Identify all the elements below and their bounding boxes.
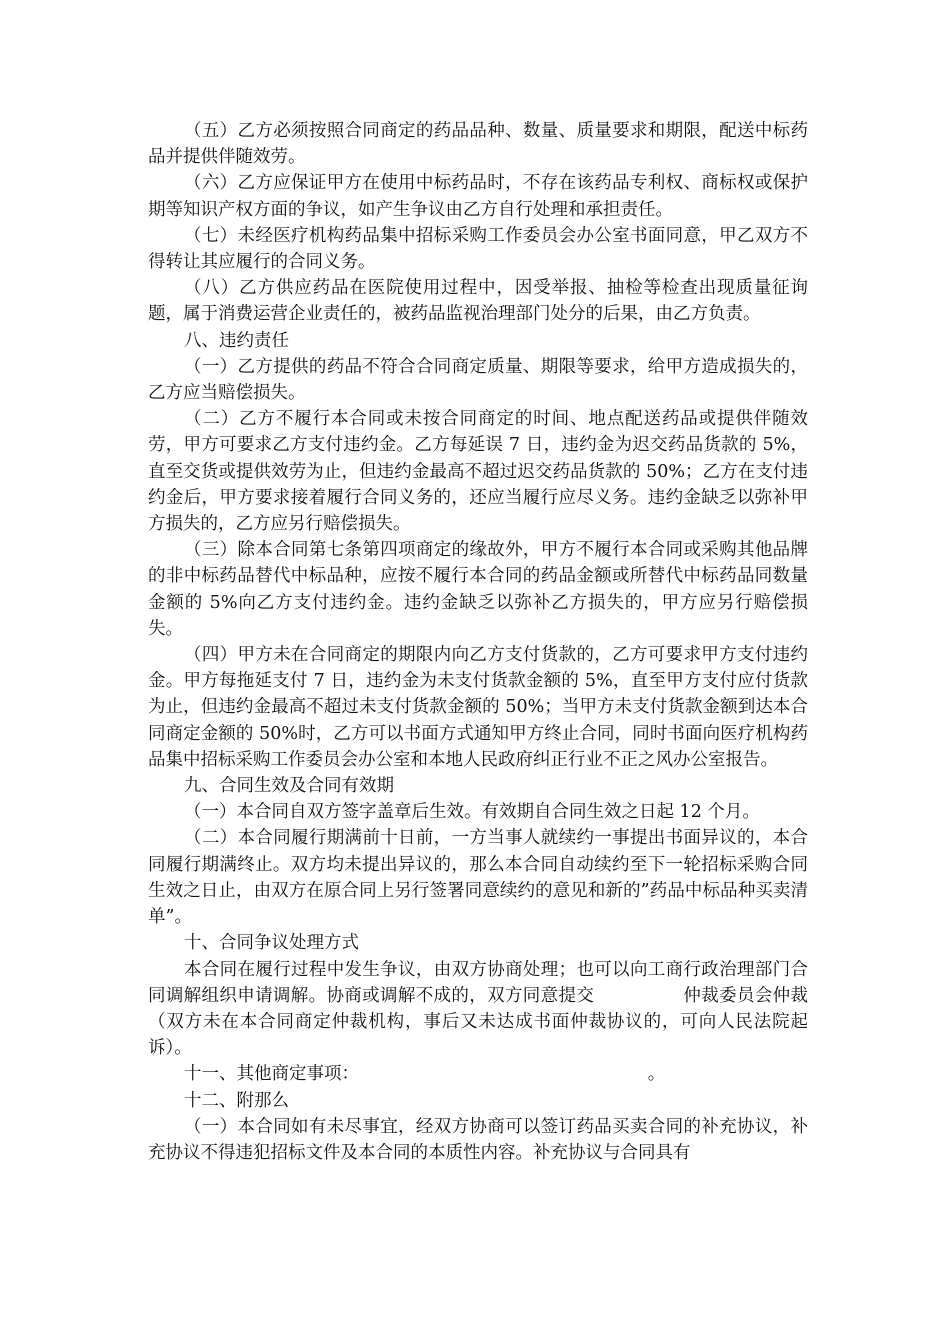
document-body [148,118,808,1166]
supplementary-clause-1: （一）本合同如有未尽事宜，经双方协商可以签订药品买卖合同的补充协议，补充协议不得违犯招标文件及本合同的本质性内容。补充协议与合同具有 [148,1116,808,1163]
dispute-paragraph: 本合同在履行过程中发生争议，由双方协商处理；也可以向工商行政治理部门合同调解组织申请调解。协商或调解不成的，双方同意提交 仲裁委员会仲裁（双方未在本合同商定仲裁机构，事后又未达成书面仲裁协议的，可向人民法院起诉）。 [148,959,808,1059]
clause-6-paragraph: （六）乙方应保证甲方在使用中标药品时，不存在该药品专利权、商标权或保护期等知识产权方面的争议，如产生争议由乙方自行处理和承担责任。 [148,173,808,220]
section-10-heading: 十、合同争议处理方式 [184,933,359,954]
validity-clause-1: （一）本合同自双方签字盖章后生效。有效期自合同生效之日起 12 个月。 [184,802,760,823]
clause-8-paragraph: （八）乙方供应药品在医院使用过程中，因受举报、抽检等检查出现质量征询题，属于消费运营企业责任的，被药品监视治理部门处分的后果，由乙方负责。 [148,278,808,325]
clause-7-paragraph: （七）未经医疗机构药品集中招标采购工作委员会办公室书面同意，甲乙双方不得转让其应履行的合同义务。 [148,225,808,273]
clause-5-paragraph: （五）乙方必须按照合同商定的药品品种、数量、质量要求和期限，配送中标药品并提供伴随效劳。 [148,121,808,168]
breach-clause-4: （四）甲方未在合同商定的期限内向乙方支付货款的，乙方可要求甲方支付违约金。甲方每拖延支付 7 日，违约金为未支付货款金额的 5%，直至甲方支付应付货款为止，但违约金最高不超过未支付货款金额的 50%；当甲方未支付货款金额到达本合同商定金额的 50%时，乙方可以书面方式通知甲方终止合同，同时书面向医疗机构药品集中招标采购工作委员会办公室和本地人民政府纠正行业不正之风办公室报告。 [148,645,808,770]
section-11-heading: 十一、其他商定事项： 。 [184,1064,666,1085]
breach-clause-3: （三）除本合同第七条第四项商定的缘故外，甲方不履行本合同或采购其他品牌的非中标药品替代中标品种，应按不履行本合同的药品金额或所替代中标药品同数量金额的 5%向乙方支付违约金。违约金缺乏以弥补乙方损失的，甲方应另行赔偿损失。 [148,540,808,639]
breach-clause-2: （二）乙方不履行本合同或未按合同商定的时间、地点配送药品或提供伴随效劳，甲方可要求乙方支付违约金。乙方每延误 7 日，违约金为迟交药品货款的 5%，直至交货或提供效劳为止，但违约金最高不超过迟交药品货款的 50%；乙方在支付违约金后，甲方要求接着履行合同义务的，还应当履行应尽义务。违约金缺乏以弥补甲方损失的，乙方应另行赔偿损失。 [148,409,808,535]
section-9-heading: 九、合同生效及合同有效期 [184,776,394,797]
validity-clause-2: （二）本合同履行期满前十日前，一方当事人就续约一事提出书面异议的，本合同履行期满终止。双方均未提出异议的，那么本合同自动续约至下一轮招标采购合同生效之日止，由双方在原合同上另行签署同意续约的意见和新的”药品中标品种买卖清单”。 [148,828,808,928]
section-8-heading: 八、违约责任 [184,330,289,351]
section-12-heading: 十二、附那么 [184,1090,289,1111]
breach-clause-1: （一）乙方提供的药品不符合合同商定质量、期限等要求，给甲方造成损失的，乙方应当赔偿损失。 [148,356,808,404]
